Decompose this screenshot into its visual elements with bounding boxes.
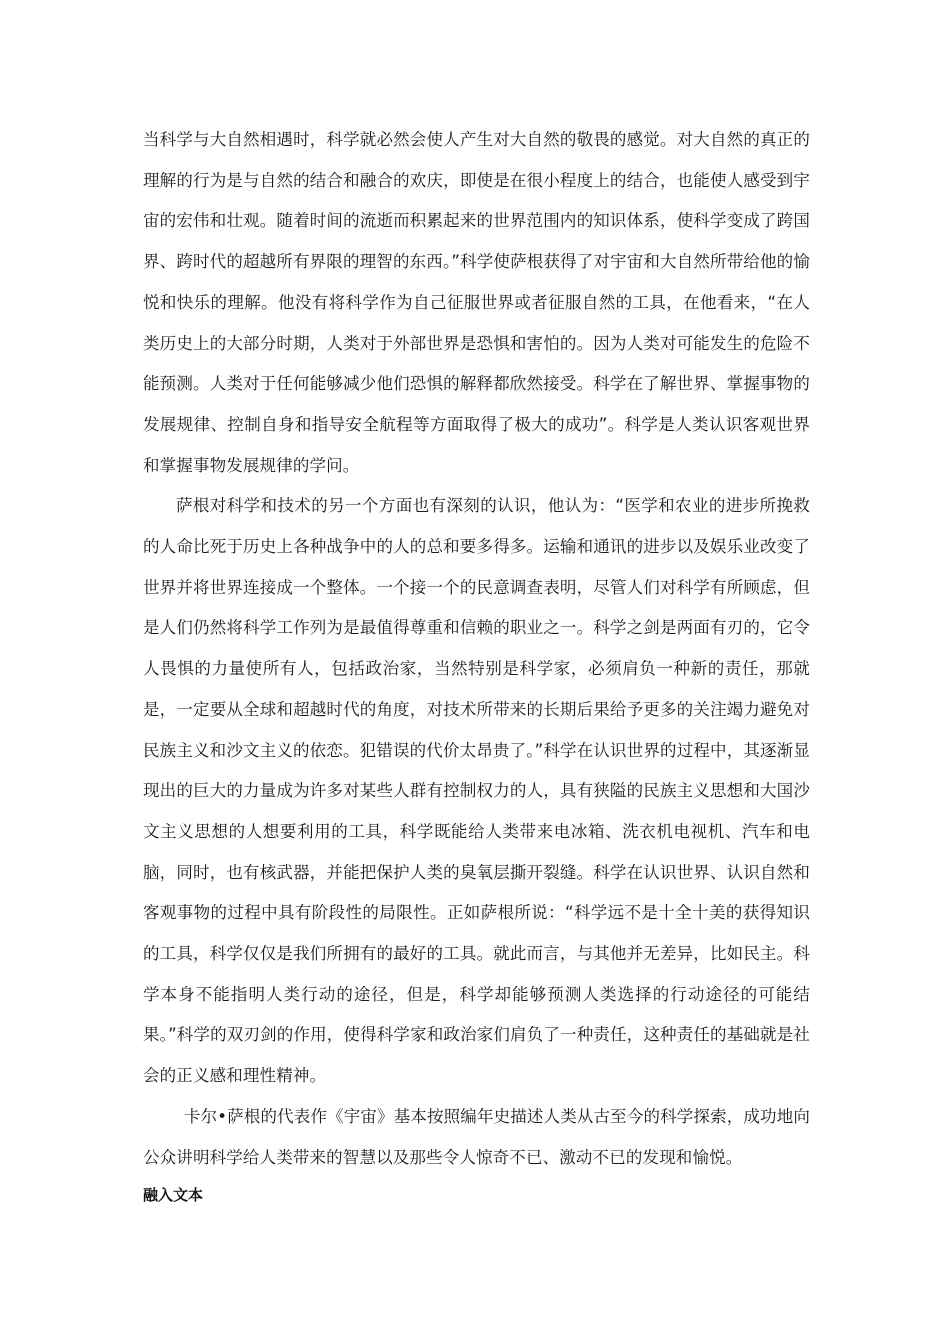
paragraph-cosmos-book: 卡尔•萨根的代表作《宇宙》基本按照编年史描述人类从古至今的科学探索，成功地向公众讲明科学给人类带来的智慧以及那些令人惊奇不已、激动不已的发现和愉悦。 — [143, 1106, 810, 1167]
section-heading: 融入文本 — [143, 1186, 204, 1205]
paragraph-science-and-nature: 当科学与大自然相遇时，科学就必然会使人产生对大自然的敬畏的感觉。对大自然的真正的理解的行为是与自然的结合和融合的欢庆，即使是在很小程度上的结合，也能使人感受到宇宙的宏伟和壮观。随着时间的流逝而积累起来的世界范围内的知识体系，使科学变成了跨国界、跨时代的超越所有界限的理智的东西。”科学使萨根获得了对宇宙和大自然所带给他的愉悦和快乐的理解。他没有将科学作为自己征服世界或者征服自然的工具，在他看来，“在人类历史上的大部分时期，人类对于外部世界是恐惧和害怕的。因为人类对可能发生的危险不能预测。人类对于任何能够减少他们恐惧的解释都欣然接受。科学在了解世界、掌握事物的发展规律、控制自身和指导安全航程等方面取得了极大的成功”。科学是人类认识客观世界和掌握事物发展规律的学问。 — [143, 130, 810, 475]
document-body — [143, 120, 810, 1208]
paragraph-science-and-technology: 萨根对科学和技术的另一个方面也有深刻的认识，他认为：“医学和农业的进步所挽救的人命比死于历史上各种战争中的人的总和要多得多。运输和通讯的进步以及娱乐业改变了世界并将世界连接成一个整体。一个接一个的民意调查表明，尽管人们对科学有所顾虑，但是人们仍然将科学工作列为是最值得尊重和信赖的职业之一。科学之剑是两面有刃的，它令人畏惧的力量使所有人，包括政治家，当然特别是科学家，必须肩负一种新的责任，那就是，一定要从全球和超越时代的角度，对技术所带来的长期后果给予更多的关注竭力避免对民族主义和沙文主义的依恋。犯错误的代价太昂贵了。”科学在认识世界的过程中，其逐渐显现出的巨大的力量成为许多对某些人群有控制权力的人，具有狭隘的民族主义思想和大国沙文主义思想的人想要利用的工具，科学既能给人类带来电冰箱、洗衣机电视机、汽车和电脑，同时，也有核武器，并能把保护人类的臭氧层撕开裂缝。科学在认识世界、认识自然和客观事物的过程中具有阶段性的局限性。正如萨根所说：“科学远不是十全十美的获得知识的工具，科学仅仅是我们所拥有的最好的工具。就此而言，与其他并无差异，比如民主。科学本身不能指明人类行动的途径，但是，科学却能够预测人类选择的行动途径的可能结果。”科学的双刃剑的作用，使得科学家和政治家们肩负了一种责任，这种责任的基础就是社会的正义感和理性精神。 — [143, 496, 810, 1086]
